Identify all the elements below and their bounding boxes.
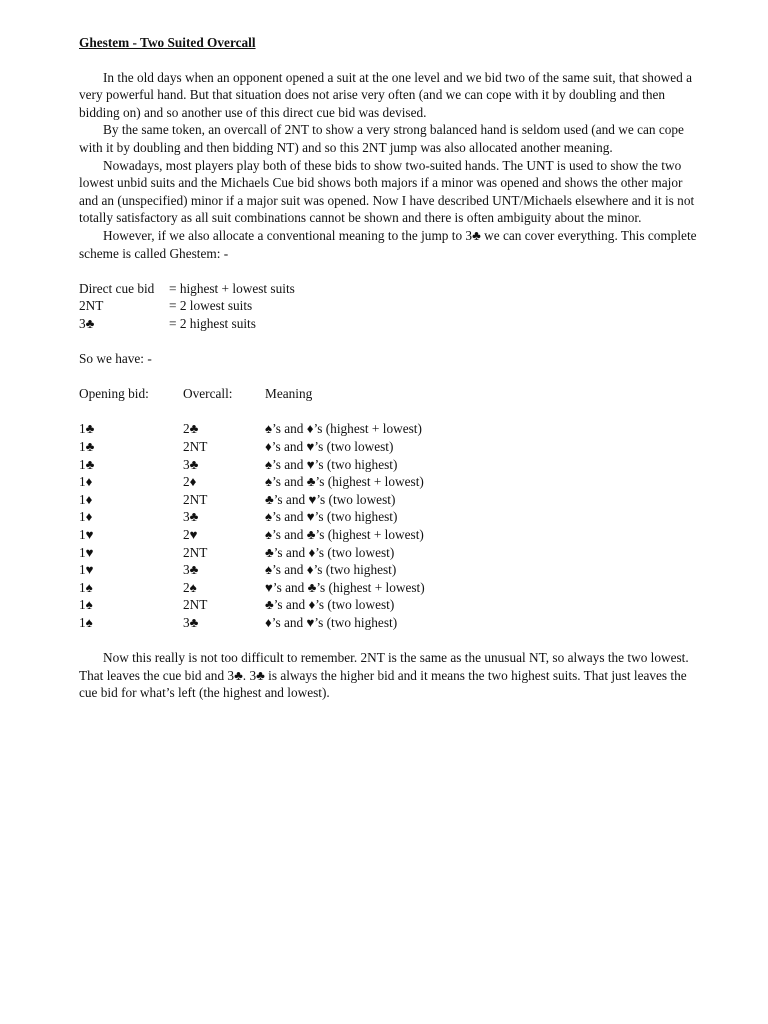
bid-table — [79, 420, 699, 631]
table-row — [79, 420, 699, 438]
paragraph-2: By the same token, an overcall of 2NT to show a very strong balanced hand is seldom used (and we can cope with it by doubling and then bidding NT) and so this 2NT jump was also allocated another meaning. — [79, 122, 684, 155]
overcall-cell: 2NT — [183, 491, 208, 507]
meaning-cell: ♣’s and ♥’s (two lowest) — [265, 491, 396, 507]
opening-cell: 1♠ — [79, 579, 93, 595]
opening-cell: 1♣ — [79, 456, 95, 472]
scheme-row — [79, 297, 699, 315]
table-row — [79, 561, 699, 579]
opening-cell: 1♥ — [79, 562, 94, 578]
opening-cell: 1♥ — [79, 544, 94, 560]
scheme-bid: 2NT — [79, 298, 104, 314]
meaning-cell: ♣’s and ♦’s (two lowest) — [265, 597, 395, 613]
meaning-cell: ♠’s and ♣’s (highest + lowest) — [265, 527, 424, 543]
overcall-cell: 3♣ — [183, 615, 199, 630]
table-row — [79, 491, 699, 509]
opening-cell: 1♦ — [79, 491, 93, 507]
meaning-cell: ♣’s and ♦’s (two lowest) — [265, 544, 395, 560]
meaning-cell: ♦’s and ♥’s (two highest) — [265, 615, 398, 630]
meaning-cell: ♦’s and ♥’s (two lowest) — [265, 439, 394, 455]
paragraph-4: However, if we also allocate a conventional meaning to the jump to 3♣ we can cover everything. This complete scheme is called Ghestem: - — [79, 227, 697, 261]
overcall-cell: 2♣ — [183, 421, 199, 437]
document-page — [79, 34, 699, 702]
overcall-cell: 3♣ — [183, 562, 199, 578]
opening-cell: 1♣ — [79, 421, 95, 437]
overcall-cell: 2NT — [183, 544, 208, 560]
table-row — [79, 544, 699, 562]
header-opening: Opening bid: — [79, 386, 149, 402]
table-row — [79, 508, 699, 526]
overcall-cell: 2♥ — [183, 527, 198, 543]
table-row — [79, 596, 699, 614]
meaning-cell: ♥’s and ♣’s (highest + lowest) — [265, 579, 425, 595]
table-row — [79, 614, 699, 632]
scheme-list — [79, 280, 699, 333]
overcall-cell: 2NT — [183, 597, 208, 613]
meaning-cell: ♠’s and ♦’s (highest + lowest) — [265, 421, 422, 437]
opening-cell: 1♣ — [79, 439, 95, 455]
table-row — [79, 456, 699, 474]
scheme-meaning: = 2 lowest suits — [169, 298, 253, 314]
page-title: Ghestem - Two Suited Overcall — [79, 35, 256, 50]
opening-cell: 1♠ — [79, 597, 93, 613]
overcall-cell: 2♠ — [183, 579, 197, 595]
overcall-cell: 3♣ — [183, 509, 199, 525]
scheme-bid: 3♣ — [79, 315, 95, 331]
overcall-cell: 2♦ — [183, 474, 197, 490]
scheme-row — [79, 315, 699, 333]
meaning-cell: ♠’s and ♦’s (two highest) — [265, 562, 397, 578]
scheme-row — [79, 280, 699, 298]
table-row — [79, 473, 699, 491]
closing-paragraph: Now this really is not too difficult to remember. 2NT is the same as the unusual NT, so always the two lowest. That leaves the cue bid and 3♣. 3♣ is always the higher bid and it means the two highest suits. That just leaves the cue bid for what’s left (the highest and lowest). — [79, 650, 689, 701]
scheme-meaning: = 2 highest suits — [169, 315, 256, 331]
scheme-meaning: = highest + lowest suits — [169, 280, 295, 296]
opening-cell: 1♦ — [79, 509, 93, 525]
opening-cell: 1♠ — [79, 615, 93, 630]
opening-cell: 1♦ — [79, 474, 93, 490]
meaning-cell: ♠’s and ♥’s (two highest) — [265, 509, 398, 525]
scheme-bid: Direct cue bid — [79, 280, 155, 296]
opening-cell: 1♥ — [79, 527, 94, 543]
header-overcall: Overcall: — [183, 386, 233, 402]
overcall-cell: 2NT — [183, 439, 208, 455]
table-row — [79, 526, 699, 544]
paragraph-1: In the old days when an opponent opened a suit at the one level and we bid two of the same suit, that showed a very powerful hand. But that situation does not arise very often (and we can cope with it by doubling and then bidding on) and so another use of this direct cue bid was devised. — [79, 69, 692, 120]
table-row — [79, 579, 699, 597]
meaning-cell: ♠’s and ♥’s (two highest) — [265, 456, 398, 472]
header-meaning: Meaning — [265, 386, 313, 402]
table-header — [79, 385, 699, 403]
overcall-cell: 3♣ — [183, 456, 199, 472]
paragraph-3: Nowadays, most players play both of these bids to show two-suited hands. The UNT is used to show the two lowest unbid suits and the Michaels Cue bid shows both majors if a minor was opened and shows the other major and an (unspecified) minor if a major suit was opened. Now I have described UNT/Michaels elsewhere and it is not totally satisfactory as all suit combinations cannot be shown and there is often ambiguity about the minor. — [79, 157, 695, 226]
so-we-have-text: So we have: - — [79, 351, 152, 367]
meaning-cell: ♠’s and ♣’s (highest + lowest) — [265, 474, 424, 490]
table-row — [79, 438, 699, 456]
